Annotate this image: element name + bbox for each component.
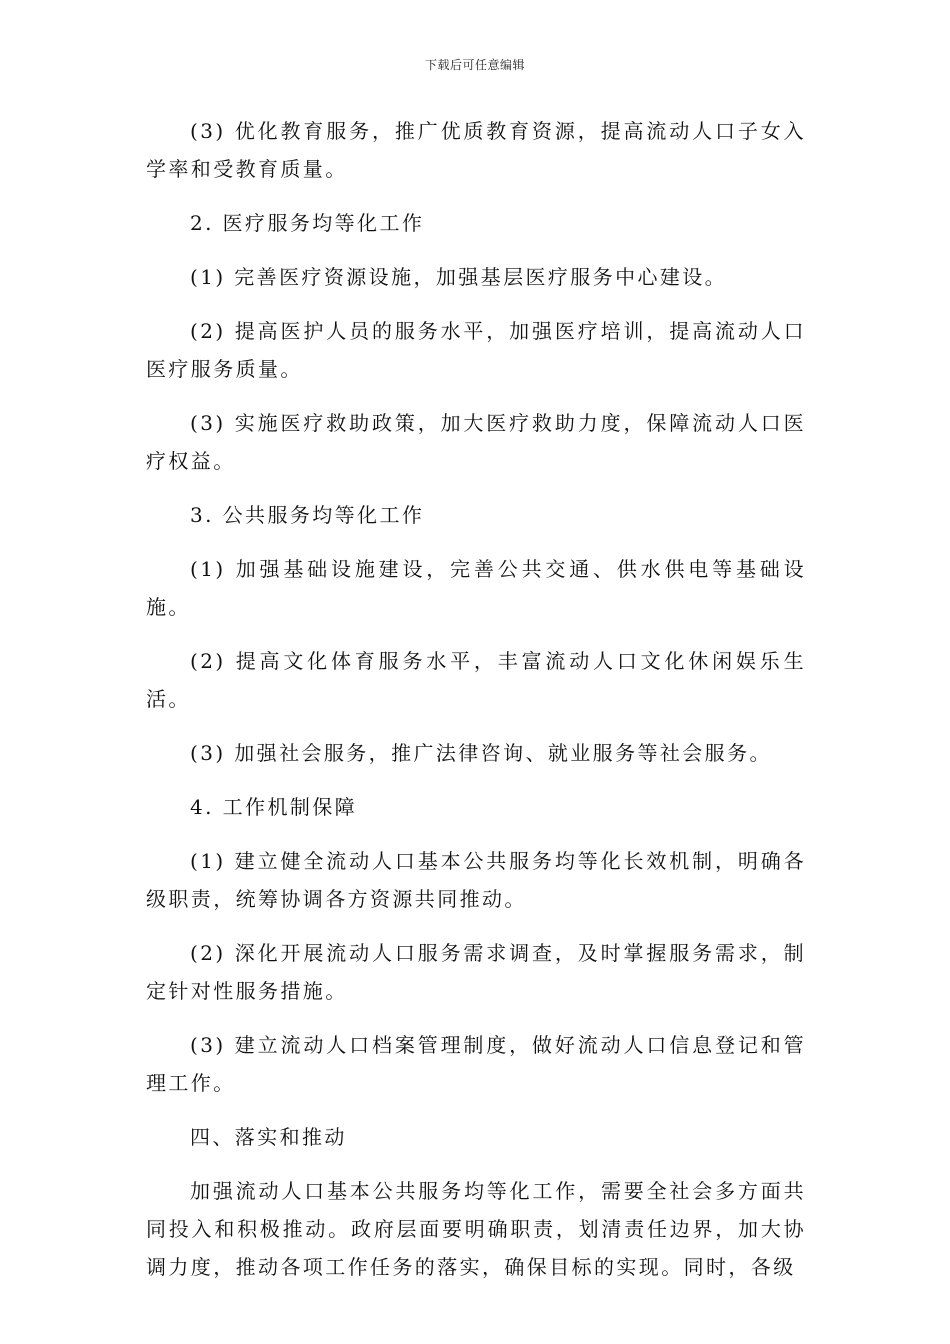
paragraph-medical-2: (2) 提高医护人员的服务水平，加强医疗培训，提高流动人口医疗服务质量。 xyxy=(146,319,806,381)
paragraph-education-3: (3) 优化教育服务，推广优质教育资源，提高流动人口子女入学率和受教育质量。 xyxy=(146,119,806,181)
paragraph-mechanism-1: (1) 建立健全流动人口基本公共服务均等化长效机制，明确各级职责，统筹协调各方资源共同推动。 xyxy=(146,849,806,911)
heading-work-mechanism: 4. 工作机制保障 xyxy=(190,795,358,819)
paragraph-public-2: (2) 提高文化体育服务水平，丰富流动人口文化休闲娱乐生活。 xyxy=(146,649,806,711)
paragraph-public-3: (3) 加强社会服务，推广法律咨询、就业服务等社会服务。 xyxy=(190,741,772,765)
heading-section-four: 四、落实和推动 xyxy=(190,1125,347,1149)
page-header: 下载后可任意编辑 xyxy=(424,58,525,72)
paragraph-medical-1: (1) 完善医疗资源设施，加强基层医疗服务中心建设。 xyxy=(190,265,728,289)
paragraph-mechanism-3: (3) 建立流动人口档案管理制度，做好流动人口信息登记和管理工作。 xyxy=(146,1033,806,1095)
document-body xyxy=(146,112,806,1302)
paragraph-medical-3: (3) 实施医疗救助政策，加大医疗救助力度，保障流动人口医疗权益。 xyxy=(146,411,806,473)
paragraph-mechanism-2: (2) 深化开展流动人口服务需求调查，及时掌握服务需求，制定针对性服务措施。 xyxy=(146,941,806,1003)
heading-medical-services: 2. 医疗服务均等化工作 xyxy=(190,211,425,235)
heading-public-services: 3. 公共服务均等化工作 xyxy=(190,503,425,527)
paragraph-implementation: 加强流动人口基本公共服务均等化工作，需要全社会多方面共同投入和积极推动。政府层面要明确职责，划清责任边界，加大协调力度，推动各项工作任务的落实，确保目标的实现。同时，各级 xyxy=(146,1179,806,1279)
paragraph-public-1: (1) 加强基础设施建设，完善公共交通、供水供电等基础设施。 xyxy=(146,557,806,619)
